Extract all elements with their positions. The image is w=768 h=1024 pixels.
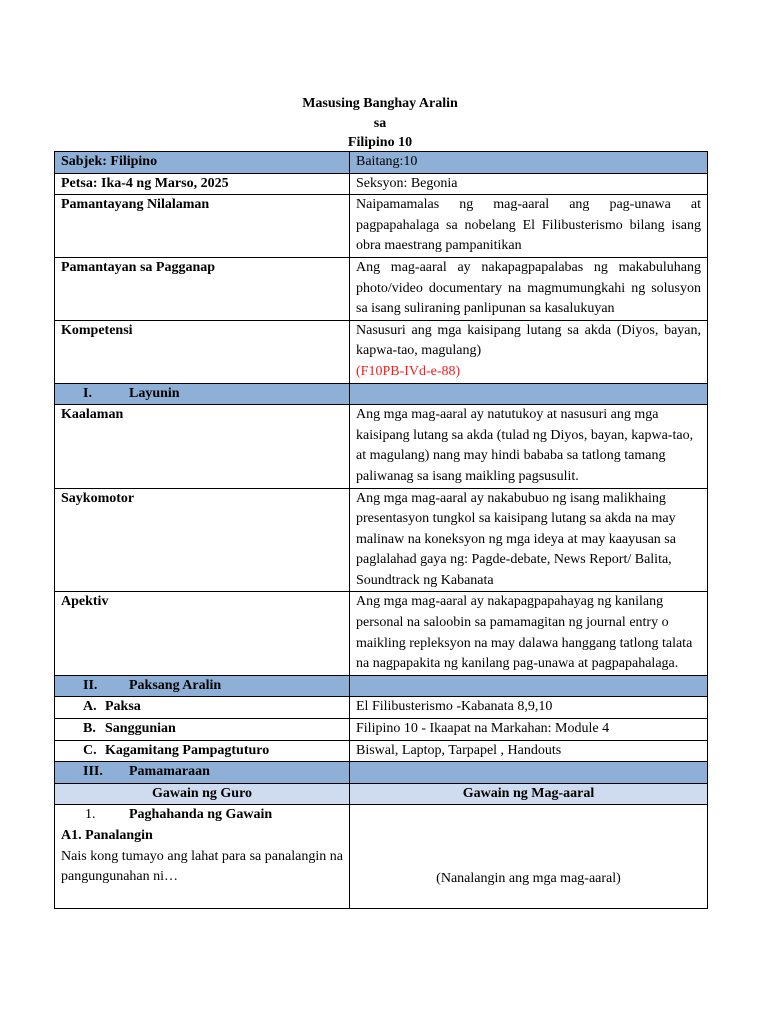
document-title (54, 94, 706, 153)
step-heading (61, 805, 343, 826)
subject-matter-heading (55, 675, 350, 697)
table-row (55, 740, 708, 762)
subject-matter-number: II. (83, 677, 98, 693)
procedure-number: III. (83, 764, 103, 780)
affective-text: Ang mga mag-aaral ay nakapagpapahayag ng kanilang personal na saloobin sa pamamagitan ng journal entry o maikling repleksyon na may dalawa hanggang tatlong talata na nagpapakita ng kanilang pag-unawa at pagpapahalaga. (350, 592, 708, 675)
teacher-column-header: Gawain ng Guro (55, 783, 350, 805)
competency-cell (350, 320, 708, 383)
section-cell: Seksyon: Begonia (350, 173, 708, 195)
affective-label: Apektiv (55, 592, 350, 675)
empty-cell (350, 383, 708, 405)
procedure-heading (55, 762, 350, 784)
table-row (55, 592, 708, 675)
table-row (55, 805, 708, 909)
student-text: (Nanalangin ang mga mag-aaral) (436, 870, 621, 886)
topic-label-cell (55, 697, 350, 719)
objectives-number: I. (83, 385, 92, 401)
materials-label-cell (55, 740, 350, 762)
section-header-row (55, 675, 708, 697)
date-cell: Petsa: Ika-4 ng Marso, 2025 (55, 173, 350, 195)
empty-cell (350, 675, 708, 697)
competency-text: Nasusuri ang mga kaisipang lutang sa akda (Diyos, bayan, kapwa-tao, magulang) (356, 322, 701, 359)
item-letter: B. (83, 721, 96, 737)
subject-matter-title: Paksang Aralin (129, 677, 222, 693)
empty-cell (350, 762, 708, 784)
student-column-header: Gawain ng Mag-aaral (350, 783, 708, 805)
table-row (55, 152, 708, 174)
psychomotor-text: Ang mga mag-aaral ay nakabubuo ng isang malikhaing presentasyon tungkol sa kaisipang lutang sa akda na may malinaw na koneksyon ng mga ideya at may kaayusan sa paglalahad gaya ng: Pagde-debate, News Report/ Balita, Soundtrack ng Kabanata (350, 488, 708, 592)
table-row (55, 488, 708, 592)
topic-value: El Filibusterismo -Kabanata 8,9,10 (350, 697, 708, 719)
knowledge-text: Ang mga mag-aaral ay natutukoy at nasusuri ang mga kaisipang lutang sa akda (tulad ng Diyos, bayan, kapwa-tao, at magulang) nang may hindi bababa sa tatlong tamang paliwanag sa isang maikling pagsusulit. (350, 405, 708, 488)
objectives-heading (55, 383, 350, 405)
content-standard-text: Naipamamalas ng mag-aaral ang pag-unawa at pagpapahalaga sa nobelang El Filibusterismo bilang isang obra maestrang pampanitikan (350, 195, 708, 258)
section-header-row (55, 383, 708, 405)
table-row (55, 405, 708, 488)
column-header-row (55, 783, 708, 805)
teacher-text: Nais kong tumayo ang lahat para sa panalangin na pangungunahan ni… (61, 848, 343, 885)
item-letter: C. (83, 742, 97, 758)
reference-value: Filipino 10 - Ikaapat na Markahan: Module 4 (350, 719, 708, 741)
competency-label: Kompetensi (55, 320, 350, 383)
table-row (55, 697, 708, 719)
step-label: Paghahanda ng Gawain (129, 807, 273, 823)
content-standard-label: Pamantayang Nilalaman (55, 195, 350, 258)
performance-standard-text: Ang mag-aaral ay nakapagpapalabas ng makabuluhang photo/video documentary na magmumungkahi ng solusyon sa isang suliraning panlipunan sa kasalukuyan (350, 257, 708, 320)
reference-label-cell (55, 719, 350, 741)
prayer-label: A1. Panalangin (61, 828, 153, 843)
table-row (55, 320, 708, 383)
grade-cell: Baitang:10 (350, 152, 708, 174)
section-header-row (55, 762, 708, 784)
subject-cell: Sabjek: Filipino (55, 152, 350, 174)
title-line-3: Filipino 10 (347, 135, 413, 150)
table-row (55, 173, 708, 195)
knowledge-label: Kaalaman (55, 405, 350, 488)
competency-code: (F10PB-IVd-e-88) (356, 363, 461, 379)
step-number: 1. (85, 807, 96, 823)
performance-standard-label: Pamantayan sa Pagganap (55, 257, 350, 320)
item-label: Sanggunian (105, 721, 176, 737)
lesson-plan-table (54, 151, 708, 909)
teacher-activity-cell (55, 805, 350, 909)
item-label: Kagamitang Pampagtuturo (105, 742, 270, 758)
procedure-title: Pamamaraan (129, 764, 210, 780)
psychomotor-label: Saykomotor (55, 488, 350, 592)
objectives-title: Layunin (129, 385, 180, 401)
table-row (55, 257, 708, 320)
item-label: Paksa (105, 699, 141, 715)
table-row (55, 195, 708, 258)
materials-value: Biswal, Laptop, Tarpapel , Handouts (350, 740, 708, 762)
title-line-2: sa (373, 115, 387, 131)
table-row (55, 719, 708, 741)
title-line-1: Masusing Banghay Aralin (302, 96, 458, 111)
item-letter: A. (83, 699, 97, 715)
student-activity-cell (350, 805, 708, 909)
